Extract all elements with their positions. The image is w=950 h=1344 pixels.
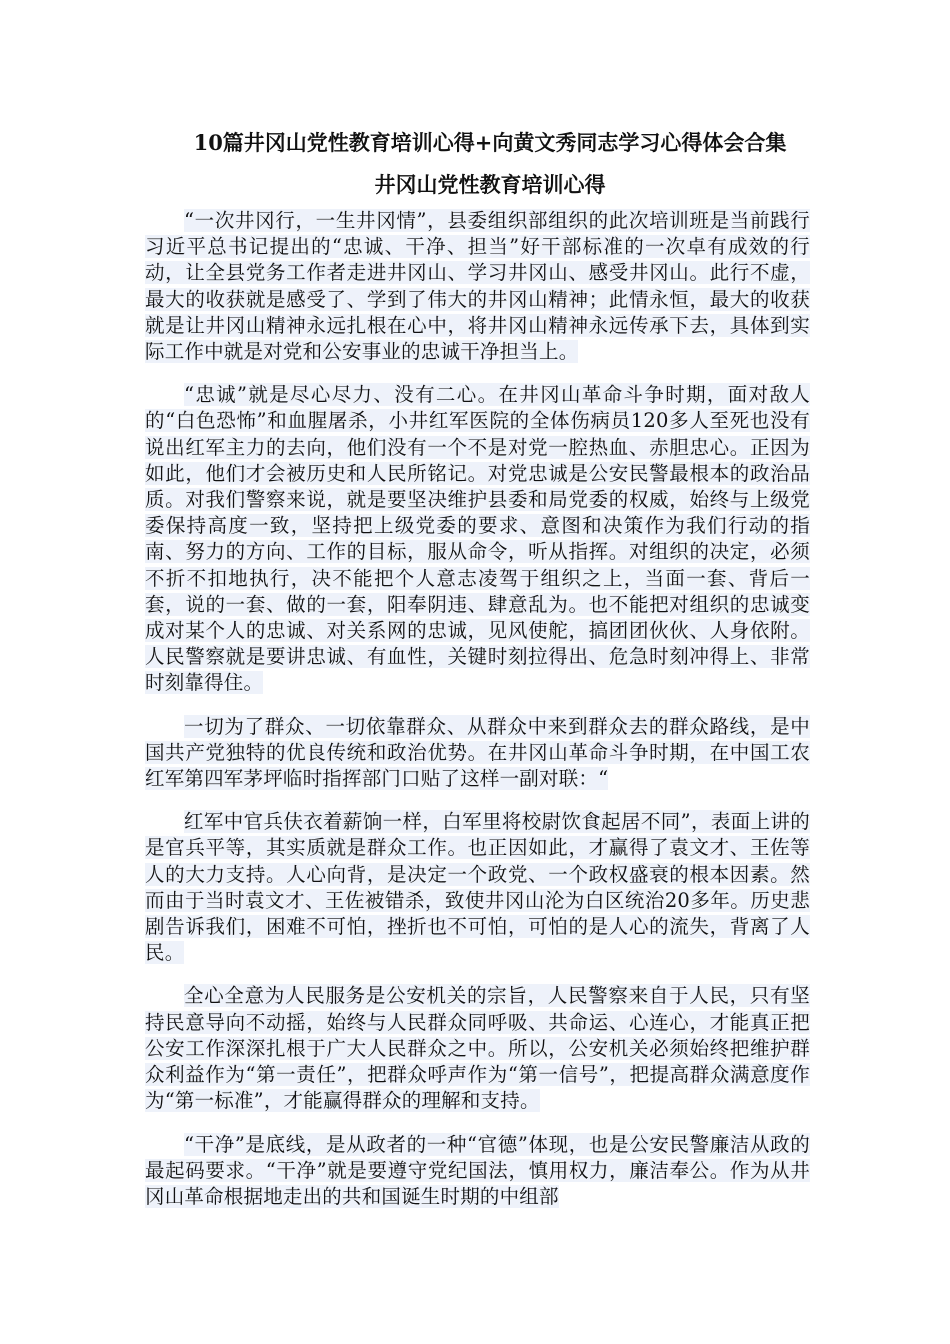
- document-subtitle: 井冈山党性教育培训心得: [374, 172, 606, 197]
- document-body: [145, 208, 810, 1227]
- paragraph: [145, 208, 810, 365]
- paragraph-text: “干净”是底线，是从政者的一种“官德”体现，也是公安民警廉洁从政的最起码要求。“干净”就是要遵守党纪国法，慎用权力，廉洁奉公。作为从井冈山革命根据地走出的共和国诞生时期的中组部: [145, 1132, 810, 1208]
- paragraph: [145, 1132, 810, 1211]
- paragraph-text: 全心全意为人民服务是公安机关的宗旨，人民警察来自于人民，只有坚持民意导向不动摇，始终与人民群众同呼吸、共命运、心连心，才能真正把公安工作深深扎根于广大人民群众之中。所以，公安机关必须始终把维护群众利益作为“第一责任”，把群众呼声作为“第一信号”，把提高群众满意度作为“第一标准”，才能赢得群众的理解和支持。: [145, 984, 810, 1113]
- paragraph-text: “忠诚”就是尽心尽力、没有二心。在井冈山革命斗争时期，面对敌人的“白色恐怖”和血腥屠杀，小井红军医院的全体伤病员120多人至死也没有说出红军主力的去向，他们没有一个不是对党一腔热血、赤胆忠心。正因为如此，他们才会被历史和人民所铭记。对党忠诚是公安民警最根本的政治品质。对我们警察来说，就是要坚决维护县委和局党委的权威，始终与上级党委保持高度一致，坚持把上级党委的要求、意图和决策作为我们行动的指南、努力的方向、工作的目标，服从命令，听从指挥。对组织的决定，必须不折不扣地执行，决不能把个人意志凌驾于组织之上，当面一套、背后一套，说的一套、做的一套，阳奉阴违、肆意乱为。也不能把对组织的忠诚变成对某个人的忠诚、对关系网的忠诚，见风使舵，搞团团伙伙、人身依附。人民警察就是要讲忠诚、有血性，关键时刻拉得出、危急时刻冲得上、非常时刻靠得住。: [145, 383, 810, 695]
- paragraph: [145, 382, 810, 696]
- paragraph-text: “一次井冈行，一生井冈情”，县委组织部组织的此次培训班是当前践行习近平总书记提出的“忠诚、干净、担当”好干部标准的一次卓有成效的行动，让全县党务工作者走进井冈山、学习井冈山、感受井冈山。此行不虚，最大的收获就是感受了、学到了伟大的井冈山精神；此情永恒，最大的收获就是让井冈山精神永远扎根在心中，将井冈山精神永远传承下去，具体到实际工作中就是对党和公安事业的忠诚干净担当上。: [145, 209, 810, 364]
- paragraph-text: 红军中官兵伕衣着薪饷一样，白军里将校尉饮食起居不同”，表面上讲的是官兵平等，其实质就是群众工作。也正因如此，才赢得了袁文才、王佐等人的大力支持。人心向背，是决定一个政党、一个政权盛衰的根本因素。然而由于当时袁文才、王佐被错杀，致使井冈山沦为白区统治20多年。历史悲剧告诉我们，困难不可怕，挫折也不可怕，可怕的是人心的流失，背离了人民。: [145, 810, 810, 965]
- paragraph-text: 一切为了群众、一切依靠群众、从群众中来到群众去的群众路线，是中国共产党独特的优良传统和政治优势。在井冈山革命斗争时期，在中国工农红军第四军茅坪临时指挥部门口贴了这样一副对联：“: [145, 714, 810, 791]
- paragraph: [145, 714, 810, 793]
- document-title: 10篇井冈山党性教育培训心得+向黄文秀同志学习心得体会合集: [193, 130, 787, 155]
- paragraph: [145, 809, 810, 966]
- paragraph: [145, 983, 810, 1114]
